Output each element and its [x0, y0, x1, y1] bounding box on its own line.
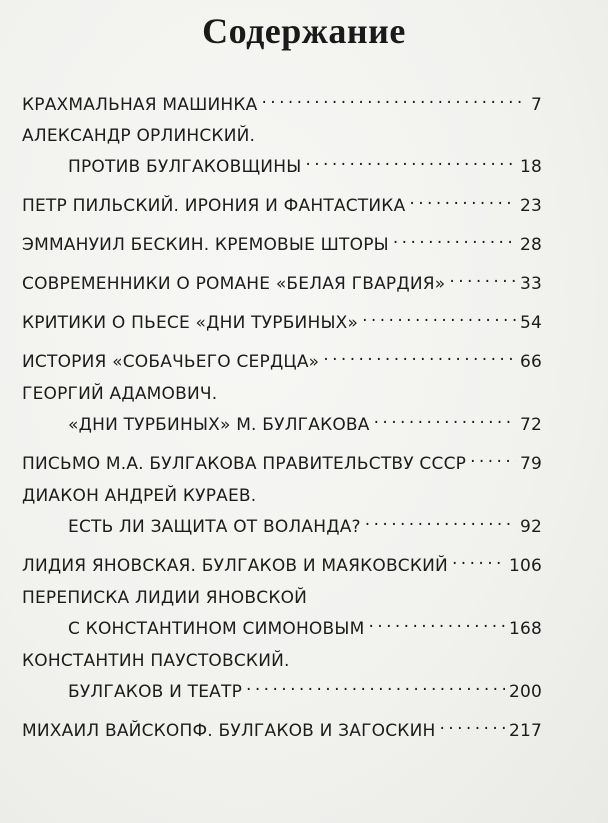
toc-entry-title: ДИАКОН АНДРЕЙ КУРАЕВ.: [22, 486, 257, 506]
dot-leader: [365, 508, 516, 532]
toc-entry-line: [22, 86, 542, 115]
toc-entry-line: [22, 547, 542, 576]
toc-entry: [22, 86, 542, 115]
toc-entry-title: КРАХМАЛЬНАЯ МАШИНКА: [22, 95, 258, 115]
toc-entry: [22, 226, 542, 255]
toc-entry-line: [22, 187, 542, 216]
toc-entry-title: КОНСТАНТИН ПАУСТОВСКИЙ.: [22, 651, 290, 671]
toc-entry-line: [22, 124, 542, 148]
toc-entry-title: СОВРЕМЕННИКИ О РОМАНЕ «БЕЛАЯ ГВАРДИЯ»: [22, 274, 446, 294]
toc-entry-title: ИСТОРИЯ «СОБАЧЬЕГО СЕРДЦА»: [22, 352, 320, 372]
toc-entry-continuation: [22, 148, 542, 177]
dot-leader: [409, 187, 516, 211]
toc-entry-line: [22, 445, 542, 474]
toc-entry-title: ЕСТЬ ЛИ ЗАЩИТА ОТ ВОЛАНДА?: [68, 517, 361, 537]
toc-entry-line: [22, 649, 542, 673]
toc-entry-title: ЭММАНУИЛ БЕСКИН. КРЕМОВЫЕ ШТОРЫ: [22, 235, 389, 255]
dot-leader: [246, 673, 505, 697]
toc-entry: [22, 445, 542, 474]
toc-page-number: 92: [519, 517, 542, 537]
toc-entry-title: ПЕРЕПИСКА ЛИДИИ ЯНОВСКОЙ: [22, 588, 308, 608]
toc-page-number: 18: [519, 157, 542, 177]
dot-leader: [452, 547, 505, 571]
toc-entry-line: [22, 382, 542, 406]
toc-entry-continuation: [22, 508, 542, 537]
toc-page-number: 72: [519, 415, 542, 435]
dot-leader: [261, 86, 527, 110]
dot-leader: [393, 226, 516, 250]
toc-entry-title: ПРОТИВ БУЛГАКОВЩИНЫ: [68, 157, 302, 177]
toc-entry-line: [22, 304, 542, 333]
toc-entry: [22, 586, 542, 639]
toc-entry-continuation: [22, 610, 542, 639]
toc-entry-title: ГЕОРГИЙ АДАМОВИЧ.: [22, 384, 218, 404]
dot-leader: [374, 406, 516, 430]
page-title: Содержание: [202, 11, 406, 51]
toc-entry-line: [22, 586, 542, 610]
toc-entry-line: [22, 343, 542, 372]
toc-page-number: 106: [508, 556, 542, 576]
dot-leader: [470, 445, 516, 469]
dot-leader: [362, 304, 516, 328]
toc-entry: [22, 382, 542, 435]
toc-entry: [22, 547, 542, 576]
toc-page-number: 54: [519, 313, 542, 333]
toc-entry-continuation: [22, 406, 542, 435]
toc-entry: [22, 124, 542, 177]
table-of-contents: [22, 86, 542, 751]
toc-entry-continuation: [22, 673, 542, 702]
toc-entry-title: «ДНИ ТУРБИНЫХ» М. БУЛГАКОВА: [68, 415, 370, 435]
toc-entry-title: С КОНСТАНТИНОМ СИМОНОВЫМ: [68, 619, 365, 639]
dot-leader: [323, 343, 516, 367]
toc-entry-title: ПЕТР ПИЛЬСКИЙ. ИРОНИЯ И ФАНТАСТИКА: [22, 196, 406, 216]
toc-entry-line: [22, 226, 542, 255]
toc-page-number: 28: [519, 235, 542, 255]
toc-entry: [22, 484, 542, 537]
toc-page-number: 168: [508, 619, 542, 639]
toc-page-number: 79: [519, 454, 542, 474]
toc-page-number: 200: [508, 682, 542, 702]
dot-leader: [368, 610, 504, 634]
toc-entry: [22, 187, 542, 216]
toc-entry: [22, 304, 542, 333]
toc-entry: [22, 343, 542, 372]
toc-entry-line: [22, 712, 542, 741]
toc-entry-title: БУЛГАКОВ И ТЕАТР: [68, 682, 243, 702]
toc-page-number: 23: [519, 196, 542, 216]
toc-entry: [22, 265, 542, 294]
toc-entry-title: ЛИДИЯ ЯНОВСКАЯ. БУЛГАКОВ И МАЯКОВСКИЙ: [22, 556, 448, 576]
dot-leader: [449, 265, 516, 289]
toc-entry-title: МИХАИЛ ВАЙСКОПФ. БУЛГАКОВ И ЗАГОСКИН: [22, 721, 436, 741]
dot-leader: [305, 148, 516, 172]
toc-entry-title: АЛЕКСАНДР ОРЛИНСКИЙ.: [22, 126, 256, 146]
toc-page-number: 217: [508, 721, 542, 741]
dot-leader: [439, 712, 504, 736]
toc-page-number: 66: [519, 352, 542, 372]
toc-entry-title: ПИСЬМО М.А. БУЛГАКОВА ПРАВИТЕЛЬСТВУ СССР: [22, 454, 467, 474]
toc-page-number: 7: [530, 95, 542, 115]
toc-entry: [22, 649, 542, 702]
toc-entry-line: [22, 265, 542, 294]
toc-entry-line: [22, 484, 542, 508]
toc-entry-title: КРИТИКИ О ПЬЕСЕ «ДНИ ТУРБИНЫХ»: [22, 313, 359, 333]
toc-entry: [22, 712, 542, 741]
toc-page-number: 33: [519, 274, 542, 294]
